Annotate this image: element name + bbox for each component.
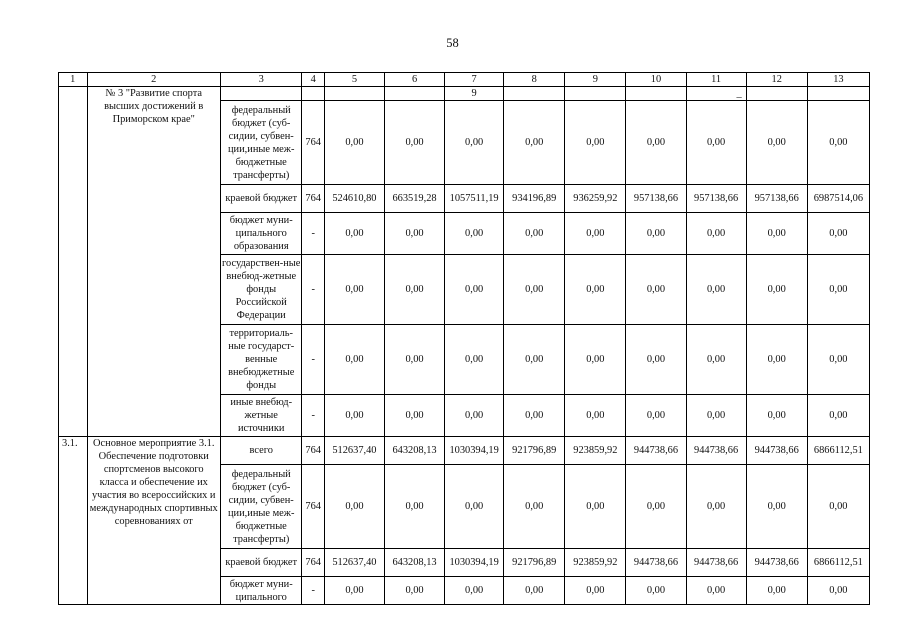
column-header: 7 xyxy=(445,73,504,87)
value-cell: 0,00 xyxy=(807,213,869,255)
value-cell: 6866112,51 xyxy=(807,437,869,465)
column-header: 8 xyxy=(504,73,565,87)
value-cell: 957138,66 xyxy=(686,185,746,213)
code-cell: - xyxy=(302,325,324,395)
value-cell: 512637,40 xyxy=(324,549,384,577)
activity-name: Основное мероприятие 3.1. Обеспечение подготовки спортсменов высокого класса и обеспечение их участия во всероссийских и международных спортивных соревнованиях от xyxy=(87,437,220,605)
activity-number: 3.1. xyxy=(59,437,88,605)
code-cell: 764 xyxy=(302,549,324,577)
column-header: 5 xyxy=(324,73,384,87)
header-row xyxy=(59,73,870,87)
code-cell: - xyxy=(302,255,324,325)
value-cell: 0,00 xyxy=(686,325,746,395)
value-cell: 6866112,51 xyxy=(807,549,869,577)
value-cell: 944738,66 xyxy=(626,437,686,465)
value-cell: 0,00 xyxy=(807,395,869,437)
value-cell: 0,00 xyxy=(807,325,869,395)
value-cell: 0,00 xyxy=(686,255,746,325)
value-cell: 0,00 xyxy=(504,213,565,255)
value-cell: 0,00 xyxy=(686,577,746,605)
value-cell: 0,00 xyxy=(445,213,504,255)
column-header: 12 xyxy=(746,73,807,87)
value-cell: 0,00 xyxy=(504,255,565,325)
code-cell: - xyxy=(302,213,324,255)
value-cell: 923859,92 xyxy=(565,549,626,577)
funding-source: федеральный бюджет (суб-сидии, субвен-ции,иные меж-бюджетные трансферты) xyxy=(220,465,302,549)
value-cell: 0,00 xyxy=(565,101,626,185)
value-cell: 944738,66 xyxy=(626,549,686,577)
value-cell: 0,00 xyxy=(626,101,686,185)
program-name: № 3 "Развитие спорта высших достижений в Приморском крае" xyxy=(87,87,220,437)
code-cell: 764 xyxy=(302,437,324,465)
value-cell: 0,00 xyxy=(746,213,807,255)
funding-source: иные внебюд-жетные источники xyxy=(220,395,302,437)
funding-source: бюджет муни-ципального образования xyxy=(220,213,302,255)
value-cell: 0,00 xyxy=(807,255,869,325)
value-cell: 0,00 xyxy=(445,395,504,437)
value-cell: 6987514,06 xyxy=(807,185,869,213)
col7-continuation: 9 xyxy=(445,87,504,101)
value-cell: 0,00 xyxy=(746,577,807,605)
value-cell: 0,00 xyxy=(324,395,384,437)
value-cell: 643208,13 xyxy=(384,437,444,465)
value-cell: 944738,66 xyxy=(746,437,807,465)
value-cell: 0,00 xyxy=(384,465,444,549)
value-cell: 0,00 xyxy=(445,465,504,549)
code-cell: 764 xyxy=(302,465,324,549)
value-cell: 0,00 xyxy=(807,577,869,605)
value-cell: 0,00 xyxy=(504,395,565,437)
code-cell: 764 xyxy=(302,101,324,185)
value-cell: 0,00 xyxy=(384,395,444,437)
value-cell: 0,00 xyxy=(565,465,626,549)
value-cell: 0,00 xyxy=(565,213,626,255)
value-cell: 0,00 xyxy=(384,325,444,395)
budget-table xyxy=(58,72,870,605)
value-cell: 0,00 xyxy=(324,255,384,325)
page-number: 58 xyxy=(446,36,459,50)
code-cell: - xyxy=(302,395,324,437)
value-cell: 0,00 xyxy=(504,577,565,605)
value-cell: 0,00 xyxy=(626,577,686,605)
value-cell: 944738,66 xyxy=(686,549,746,577)
col11-mark: _ xyxy=(686,87,746,101)
value-cell: 0,00 xyxy=(504,101,565,185)
funding-source: всего xyxy=(220,437,302,465)
value-cell: 643208,13 xyxy=(384,549,444,577)
value-cell: 0,00 xyxy=(746,395,807,437)
value-cell: 0,00 xyxy=(504,325,565,395)
column-header: 4 xyxy=(302,73,324,87)
value-cell: 0,00 xyxy=(384,101,444,185)
value-cell: 0,00 xyxy=(324,101,384,185)
value-cell: 0,00 xyxy=(324,213,384,255)
value-cell: 921796,89 xyxy=(504,437,565,465)
value-cell: 0,00 xyxy=(686,213,746,255)
value-cell: 0,00 xyxy=(504,465,565,549)
column-header: 10 xyxy=(626,73,686,87)
value-cell: 0,00 xyxy=(626,325,686,395)
funding-source: краевой бюджет xyxy=(220,549,302,577)
column-header: 1 xyxy=(59,73,88,87)
value-cell: 934196,89 xyxy=(504,185,565,213)
value-cell: 0,00 xyxy=(384,255,444,325)
table-row xyxy=(59,437,870,465)
value-cell: 957138,66 xyxy=(746,185,807,213)
value-cell: 0,00 xyxy=(626,465,686,549)
funding-source: территориаль-ные государст-венные внебюджетные фонды xyxy=(220,325,302,395)
column-header: 11 xyxy=(686,73,746,87)
value-cell: 0,00 xyxy=(324,465,384,549)
value-cell: 0,00 xyxy=(746,101,807,185)
code-cell: 764 xyxy=(302,185,324,213)
program-number-cell xyxy=(59,87,88,437)
code-cell: - xyxy=(302,577,324,605)
value-cell: 0,00 xyxy=(807,101,869,185)
value-cell: 0,00 xyxy=(626,395,686,437)
funding-source: федеральный бюджет (суб-сидии, субвен-ции,иные меж-бюджетные трансферты) xyxy=(220,101,302,185)
funding-source: бюджет муни-ципального xyxy=(220,577,302,605)
value-cell: 0,00 xyxy=(626,213,686,255)
value-cell: 0,00 xyxy=(565,255,626,325)
value-cell: 936259,92 xyxy=(565,185,626,213)
column-header: 13 xyxy=(807,73,869,87)
value-cell: 0,00 xyxy=(384,213,444,255)
value-cell: 0,00 xyxy=(746,255,807,325)
value-cell: 524610,80 xyxy=(324,185,384,213)
value-cell: 1030394,19 xyxy=(445,437,504,465)
value-cell: 0,00 xyxy=(324,325,384,395)
value-cell: 1030394,19 xyxy=(445,549,504,577)
value-cell: 0,00 xyxy=(746,325,807,395)
value-cell: 0,00 xyxy=(324,577,384,605)
value-cell: 0,00 xyxy=(445,577,504,605)
funding-source: государствен-ные внебюд-жетные фонды Российской Федерации xyxy=(220,255,302,325)
value-cell: 957138,66 xyxy=(626,185,686,213)
value-cell: 0,00 xyxy=(445,101,504,185)
value-cell: 0,00 xyxy=(565,395,626,437)
value-cell: 921796,89 xyxy=(504,549,565,577)
value-cell: 944738,66 xyxy=(746,549,807,577)
value-cell: 923859,92 xyxy=(565,437,626,465)
value-cell: 0,00 xyxy=(445,325,504,395)
funding-source: краевой бюджет xyxy=(220,185,302,213)
value-cell: 512637,40 xyxy=(324,437,384,465)
value-cell: 0,00 xyxy=(686,101,746,185)
column-header: 2 xyxy=(87,73,220,87)
value-cell: 944738,66 xyxy=(686,437,746,465)
value-cell: 0,00 xyxy=(686,395,746,437)
column-header: 6 xyxy=(384,73,444,87)
value-cell: 0,00 xyxy=(746,465,807,549)
value-cell: 0,00 xyxy=(807,465,869,549)
column-header: 3 xyxy=(220,73,302,87)
column-header: 9 xyxy=(565,73,626,87)
value-cell: 0,00 xyxy=(686,465,746,549)
value-cell: 1057511,19 xyxy=(445,185,504,213)
value-cell: 0,00 xyxy=(565,577,626,605)
continuation-strip-row xyxy=(59,87,870,101)
value-cell: 0,00 xyxy=(626,255,686,325)
value-cell: 0,00 xyxy=(565,325,626,395)
value-cell: 0,00 xyxy=(384,577,444,605)
value-cell: 663519,28 xyxy=(384,185,444,213)
value-cell: 0,00 xyxy=(445,255,504,325)
